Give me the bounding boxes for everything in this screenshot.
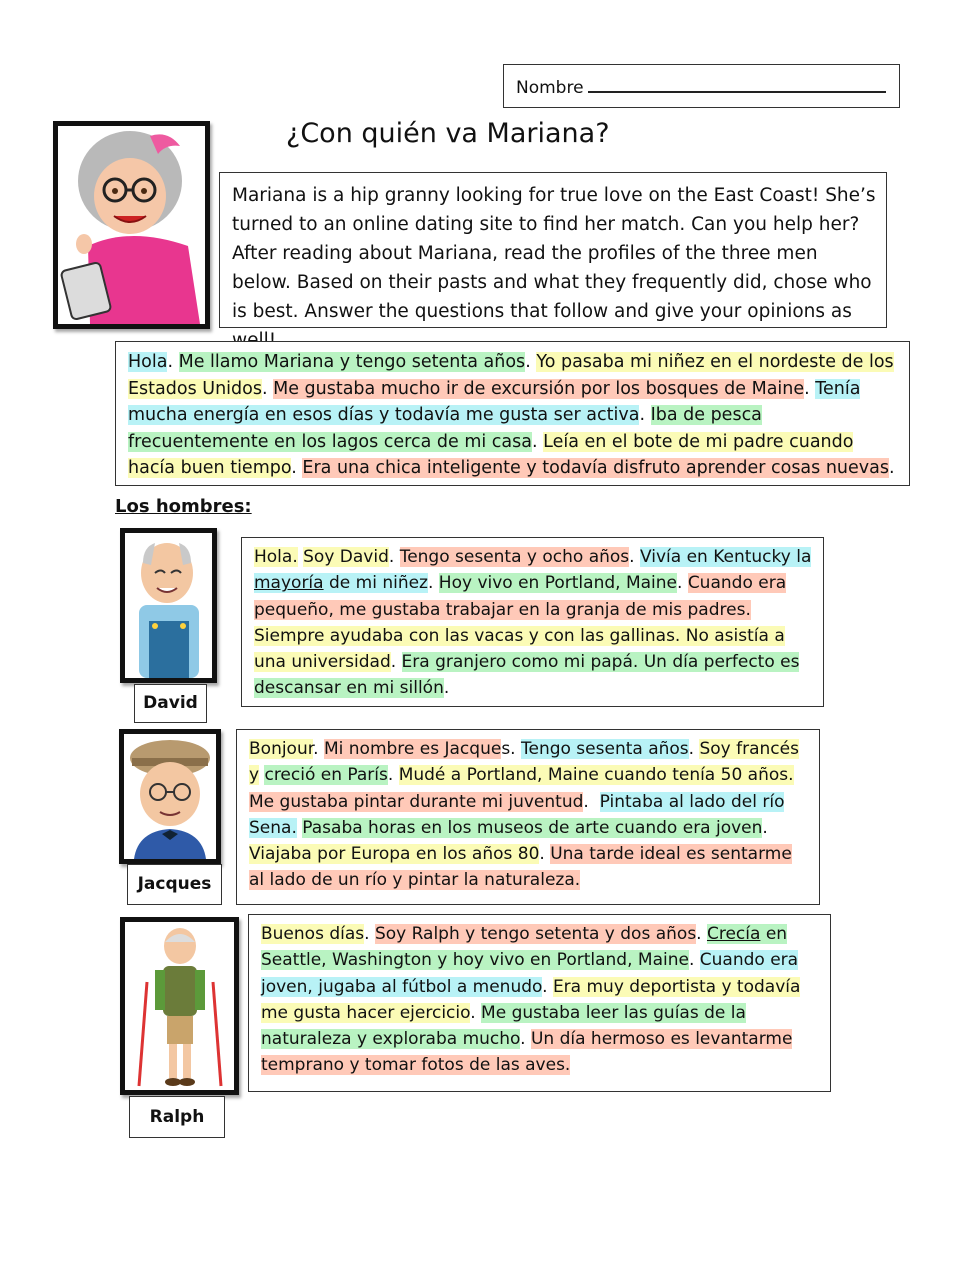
jacques-sentence: Una tarde ideal es sentarme al lado de un río y pintar la naturaleza. (249, 844, 792, 891)
jacques-sentence: Viajaba por Europa en los años 80 (249, 844, 540, 865)
mariana-sentence: Tenía mucha energía en esos días y todavía me gusta ser activa (128, 378, 861, 425)
ralph-profile-box: Buenos días. Soy Ralph y tengo setenta y dos años. Crecía en Seattle, Washington y hoy vivo en Portland, Maine. Cuando era joven, jugaba al fútbol a menudo. Era muy deportista y todavía me gusta hacer ejercicio. Me gustaba leer las guías de la naturaleza y exploraba mucho. Un día hermoso es levantarme temprano y tomar fotos de las aves. (248, 914, 831, 1092)
david-sentence: Cuando era pequeño, me gustaba trabajar en la granja de mis padres. (254, 573, 787, 620)
mariana-sentence: Era una chica inteligente y todavía disfruto aprender cosas nuevas (302, 458, 889, 478)
name-blank-line[interactable] (588, 75, 886, 93)
intro-box (219, 172, 887, 328)
david-sentence: Vivía en Kentucky la mayoría de mi niñez (254, 547, 812, 594)
david-portrait (120, 528, 217, 683)
page-title: ¿Con quién va Mariana? (286, 118, 610, 149)
name-label: Nombre (516, 78, 584, 98)
jacques-sentence: Mi nombre es Jacque (323, 739, 502, 759)
mariana-sentence: Hola (128, 352, 168, 372)
mariana-sentence: Iba de pesca frecuentemente en los lagos cerca de mi casa (128, 405, 762, 452)
intro-text: Mariana is a hip granny looking for true love on the East Coast! She’s turned to an online dating site to find her match. Can you help her? After reading about Mariana, read the profiles of the three men below. Based on their pasts and what they frequently did, chose who is best. Answer the questions that follow and give your opinions as (232, 185, 876, 322)
mariana-profile-box: Hola. Me llamo Mariana y tengo setenta años. Yo pasaba mi niñez en el nordeste de los Estados Unidos. Me gustaba mucho ir de excursión por los bosques de Maine. Tenía mucha energía en esos días y todavía me gusta ser activa. Iba de pesca frecuentemente en los lagos cerca de mi casa. Leía en el bote de mi padre cuando hacía buen tiempo. Era una chica inteligente y todavía disfruto aprender cosas nuevas. (115, 341, 910, 486)
david-sentence: Hoy vivo en Portland, Maine (438, 573, 677, 594)
underlined-word: Crecía (706, 924, 761, 944)
old-man-hiker-icon (125, 922, 234, 1090)
name-field-box[interactable] (503, 64, 900, 108)
david-name-label: David (134, 684, 207, 723)
david-sentence: Era granjero como mi papá. Un día perfecto es descansar en mi sillón (254, 652, 800, 699)
mariana-sentence: Me gustaba mucho ir de excursión por los bosques de Maine (273, 378, 805, 399)
mariana-sentence: Yo pasaba mi niñez en el nordeste de los Estados Unidos (128, 352, 894, 399)
david-sentence: Soy David (303, 547, 389, 567)
david-profile-box: Hola. Soy David. Tengo sesenta y ocho años. Vivía en Kentucky la mayoría de mi niñez. Hoy vivo en Portland, Maine. Cuando era pequeño, me gustaba trabajar en la granja de mis padres. Siempre ayudaba con las vacas y con las gallinas. No asistía a una universidad. Era granjero como mi papá. Un día perfecto es descansar en mi sillón. (241, 537, 824, 707)
ralph-portrait (120, 917, 239, 1095)
mariana-sentence: Me llamo Mariana y tengo setenta años (178, 352, 526, 372)
old-man-painter-icon (124, 734, 216, 859)
jacques-profile-box: Bonjour. Mi nombre es Jacques. Tengo sesenta años. Soy francés y creció en París. Mudé a Portland, Maine cuando tenía 50 años. Me gustaba pintar durante mi juventud. Pintaba al lado del río Sena. Pasaba horas en los museos de arte cuando era joven. Viajaba por Europa en los años 80. Una tarde ideal es sentarme al lado de un río y pintar la naturaleza. (236, 729, 820, 905)
ralph-sentence: Cuando era joven, jugaba al fútbol a menudo (261, 950, 799, 997)
jacques-sentence: Pintaba al lado del río Sena. (249, 791, 785, 838)
men-section-header: Los hombres: (115, 496, 252, 517)
ralph-sentence: Soy Ralph y tengo setenta y dos años (374, 924, 697, 944)
jacques-name-label: Jacques (127, 864, 222, 905)
jacques-sentence: Me gustaba pintar durante mi juventud (249, 791, 584, 812)
mariana-portrait (53, 121, 210, 329)
david-sentence: Siempre ayudaba con las vacas y con las gallinas. No asistía a una universidad (254, 625, 785, 673)
ralph-sentence: Un día hermoso es levantarme temprano y tomar fotos de las aves. (261, 1029, 793, 1076)
jacques-sentence: Soy francés y (249, 739, 799, 786)
jacques-portrait (119, 729, 221, 864)
ralph-sentence: Era muy deportista y todavía me gusta hacer ejercicio (261, 976, 801, 1023)
jacques-sentence: creció en París (264, 765, 388, 786)
old-man-farmer-icon (125, 533, 212, 678)
jacques-sentence: Pasaba horas en los museos de arte cuando era joven (302, 817, 763, 838)
david-sentence: Hola. (254, 547, 298, 567)
ralph-sentence: Me gustaba leer las guías de la naturaleza y exploraba mucho (261, 1002, 746, 1050)
underlined-word: mayoría (254, 573, 324, 594)
ralph-sentence: Buenos días (261, 924, 365, 944)
jacques-sentence: Tengo sesenta años (520, 739, 689, 759)
ralph-sentence: Crecía en Seattle, Washington y hoy vivo en Portland, Maine (261, 924, 788, 971)
david-sentence: Tengo sesenta y ocho años (399, 547, 630, 567)
jacques-sentence: Mudé a Portland, Maine cuando tenía 50 años. (398, 765, 794, 786)
jacques-sentence: Bonjour (249, 739, 314, 759)
mariana-sentence: Leía en el bote de mi padre cuando hacía buen tiempo (128, 431, 854, 478)
granny-illustration-icon (58, 126, 205, 324)
ralph-name-label: Ralph (129, 1096, 225, 1138)
